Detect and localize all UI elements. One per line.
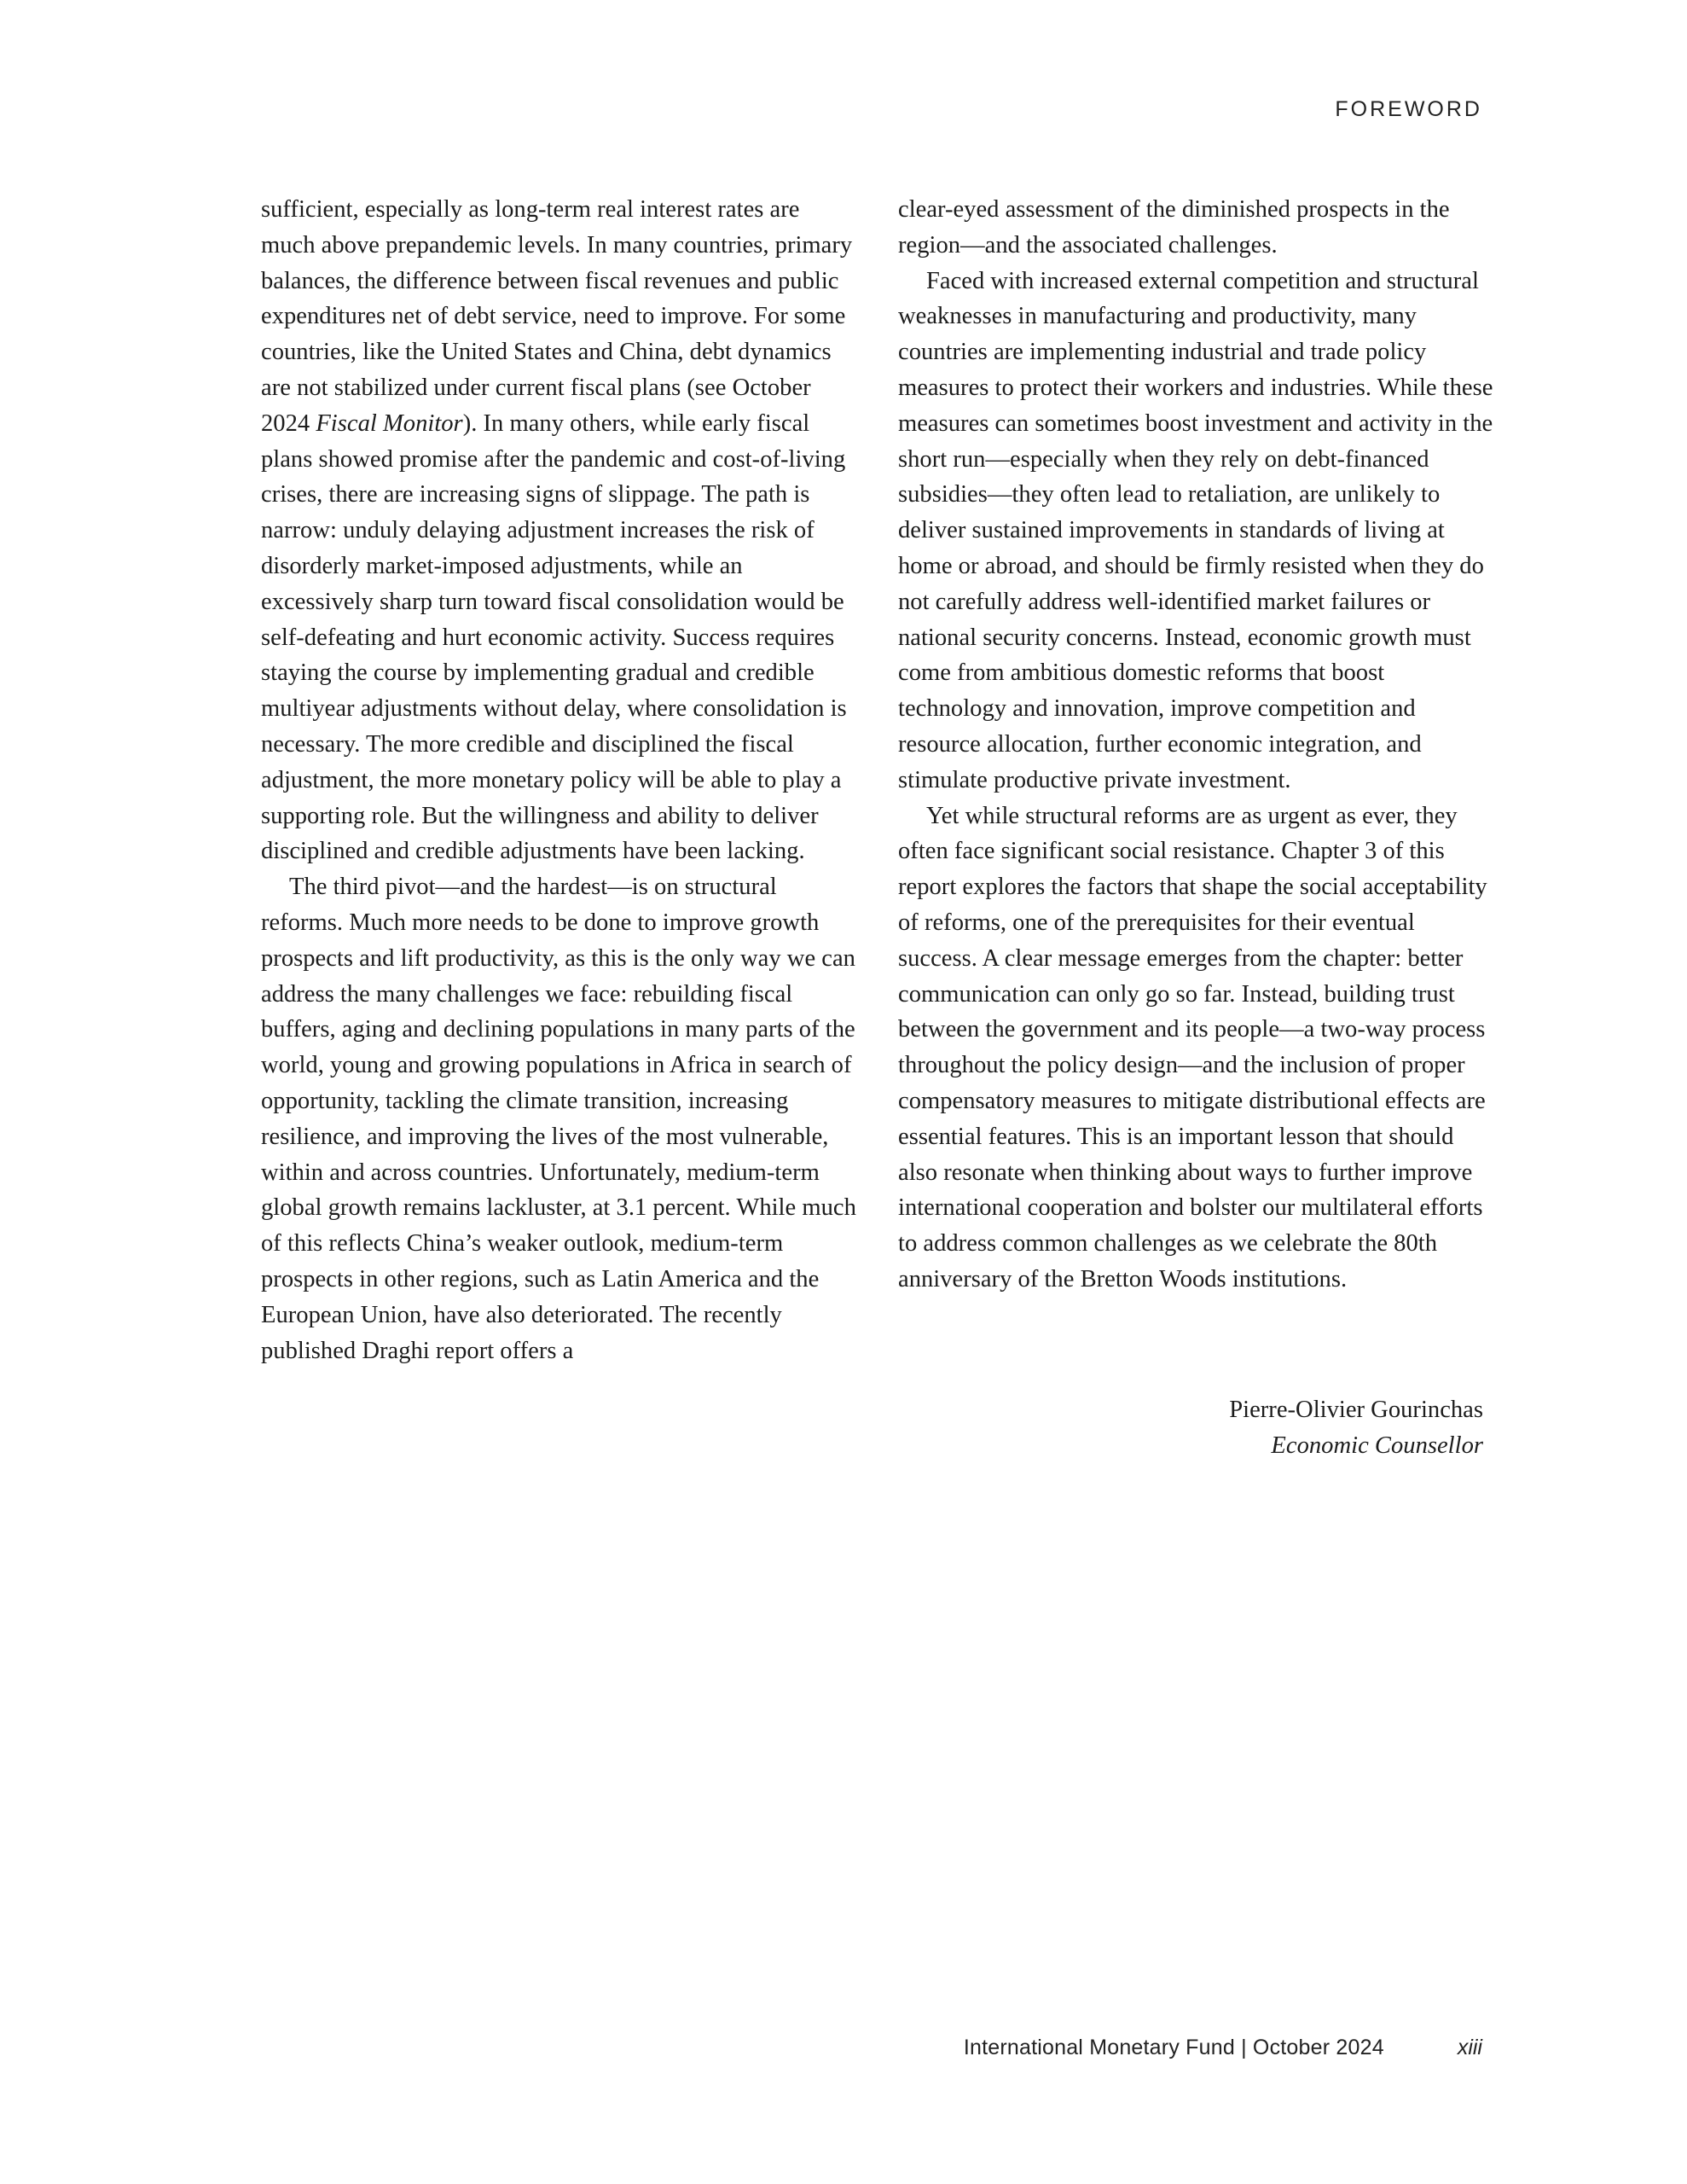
signatory-title: Economic Counsellor (1271, 1432, 1483, 1459)
paragraph (261, 192, 858, 869)
signatory-name: Pierre-Olivier Gourinchas (1229, 1397, 1483, 1423)
running-head: FOREWORD (1335, 97, 1482, 121)
publication-title: Fiscal Monitor (316, 410, 463, 437)
signature-block (1229, 1392, 1483, 1464)
paragraph-text: sufficient, especially as long-term real interest rates are much above prepandemic levels. In many countries, primary balances, the difference between fiscal revenues and public expenditures net of debt service, need to improve. For some countries, like the United States and China, debt dynamics are not stabilized under current fiscal plans (see October 2024 (261, 196, 853, 437)
page-footer (964, 2036, 1482, 2060)
left-column (261, 192, 858, 1368)
page-number: xiii (1457, 2036, 1482, 2059)
paragraph: clear-eyed assessment of the diminished prospects in the region—and the associated challenges. (898, 196, 1450, 258)
right-column (898, 192, 1493, 1298)
paragraph: The third pivot—and the hardest—is on structural reforms. Much more needs to be done to improve growth prospects and lift productivity, as this is the only way we can address the many challenges we face: rebuilding fiscal buffers, aging and declining populations in many parts of the world, young and growing populations in Africa in search of opportunity, tackling the climate transition, increasing resilience, and improving the lives of the most vulnerable, within and across countries. Unfortunately, medium-term global growth remains lackluster, at 3.1 percent. While much of this reflects China’s weaker outlook, medium-term prospects in other regions, such as Latin America and the European Union, have also deteriorated. The recently published Draghi report offers a (261, 874, 856, 1364)
paragraph: Yet while structural reforms are as urgent as ever, they often face significant social resistance. Chapter 3 of this report explores the factors that shape the social acceptability of reforms, one of the prerequisites for their eventual success. A clear message emerges from the chapter: better communication can only go so far. Instead, building trust between the government and its people—a two-way process throughout the policy design—and the inclusion of proper compensatory measures to mitigate distributional effects are essential features. This is an important lesson that should also resonate when thinking about ways to further improve international cooperation and bolster our multilateral efforts to address common challenges as we celebrate the 80th anniversary of the Bretton Woods institutions. (898, 802, 1487, 1292)
footer-publication: International Monetary Fund | October 2024 (963, 2036, 1384, 2059)
paragraph: Faced with increased external competition and structural weaknesses in manufacturing and productivity, many countries are implementing industrial and trade policy measures to protect their workers and industries. While these measures can sometimes boost investment and activity in the short run—especially when they rely on debt-financed subsidies—they often lead to retaliation, are unlikely to deliver sustained improvements in standards of living at home or abroad, and should be firmly resisted when they do not carefully address well-identified market failures or national security concerns. Instead, economic growth must come from ambitious domestic reforms that boost technology and innovation, improve competition and resource allocation, further economic integration, and stimulate productive private investment. (898, 267, 1493, 793)
paragraph-text: ). In many others, while early fiscal plans showed promise after the pandemic and cost-of-living crises, there are increasing signs of slippage. The path is narrow: unduly delaying adjustment increases the risk of disorderly market-imposed adjustments, while an excessively sharp turn toward fiscal consolidation would be self-defeating and hurt economic activity. Success requires staying the course by implementing gradual and credible multiyear adjustments without delay, where consolidation is necessary. The more credible and disciplined the fiscal adjustment, the more monetary policy will be able to play a supporting role. But the willingness and ability to deliver disciplined and credible adjustments have been lacking. (261, 410, 847, 865)
